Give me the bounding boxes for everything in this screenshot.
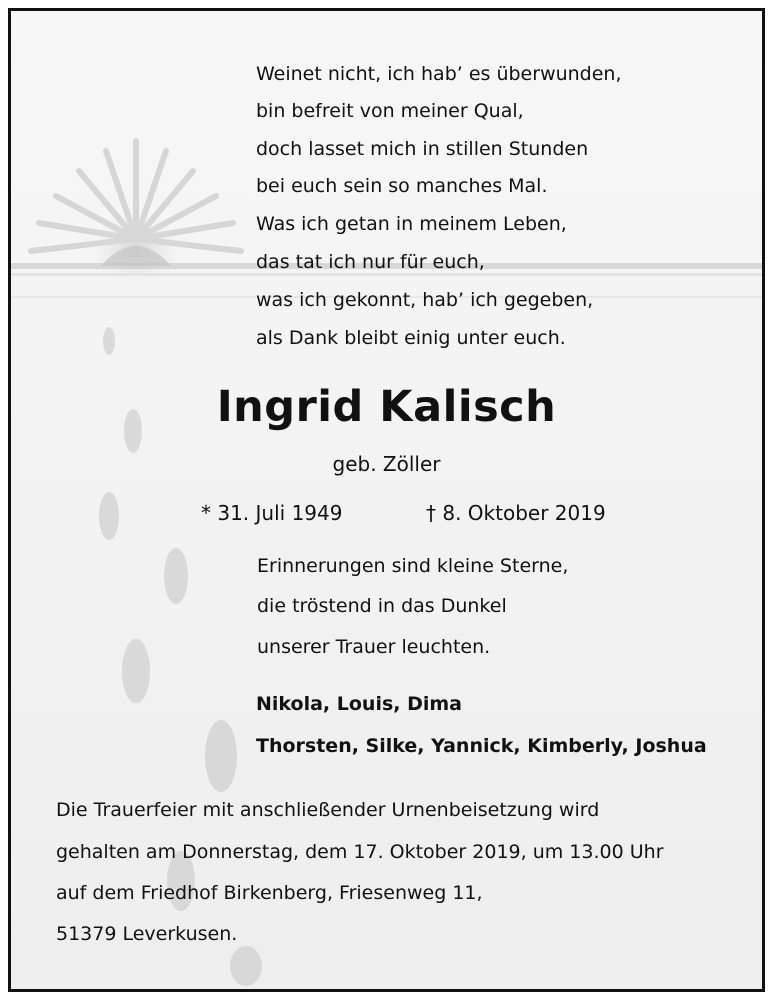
family-names-line: Nikola, Louis, Dima [256,693,463,715]
poem-line: bin befreit von meiner Qual, [256,100,524,122]
ceremony-info-line: 51379 Leverkusen. [56,923,238,945]
poem-line: Was ich getan in meinem Leben, [256,213,567,235]
mourning-quote-line: die tröstend in das Dunkel [257,595,507,617]
death-date: † 8. Oktober 2019 [426,501,606,525]
poem-line: bei euch sein so manches Mal. [256,175,548,197]
ceremony-info-line: auf dem Friedhof Birkenberg, Friesenweg 11, [56,882,483,904]
maiden-name: geb. Zöller [332,452,441,476]
poem-line: doch lasset mich in stillen Stunden [256,138,589,160]
poem-line: Weinet nicht, ich hab’ es überwunden, [256,63,622,85]
birth-date: * 31. Juli 1949 [201,501,343,525]
poem-line: das tat ich nur für euch, [256,251,485,273]
mourning-quote-line: unserer Trauer leuchten. [257,636,491,658]
deceased-name: Ingrid Kalisch [216,382,557,432]
ceremony-info-line: Die Trauerfeier mit anschließender Urnenbeisetzung wird [56,799,600,821]
mourning-quote-line: Erinnerungen sind kleine Sterne, [257,555,569,577]
family-names-line: Thorsten, Silke, Yannick, Kimberly, Joshua [256,735,707,757]
ceremony-info-line: gehalten am Donnerstag, dem 17. Oktober 2019, um 13.00 Uhr [56,841,664,863]
obituary-notice [8,8,765,992]
poem-line: was ich gekonnt, hab’ ich gegeben, [256,289,594,311]
poem-line: als Dank bleibt einig unter euch. [256,327,566,349]
